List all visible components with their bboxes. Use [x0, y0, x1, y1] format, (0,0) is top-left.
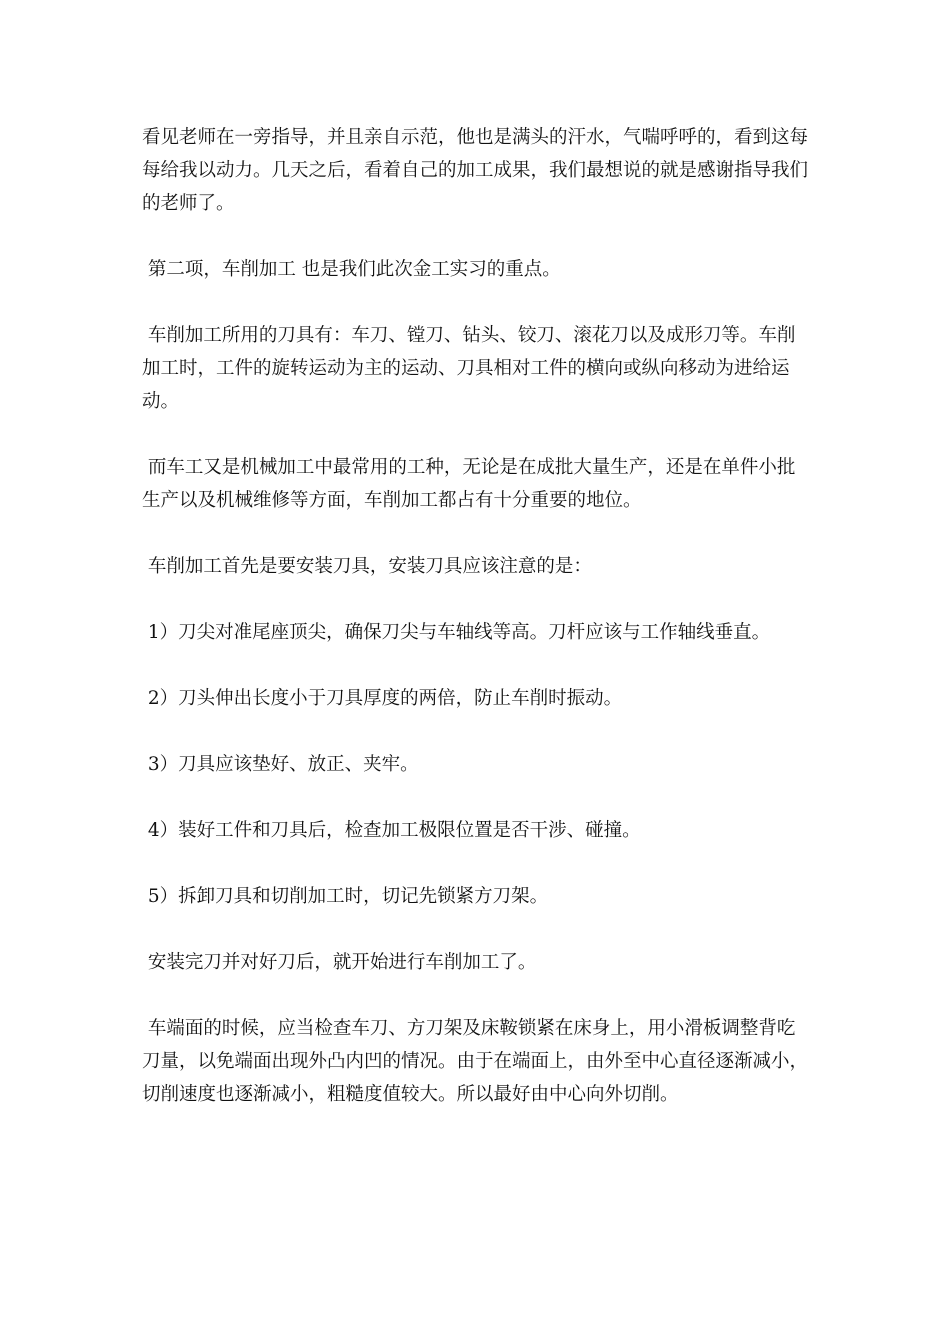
list-item-1: 1）刀尖对准尾座顶尖，确保刀尖与车轴线等高。刀杆应该与工作轴线垂直。 — [142, 622, 771, 643]
paragraph-turning-intro: 第二项，车削加工 也是我们此次金工实习的重点。 — [142, 259, 561, 280]
list-item-4: 4）装好工件和刀具后，检查加工极限位置是否干涉、碰撞。 — [142, 820, 641, 841]
list-item-5: 5）拆卸刀具和切削加工时，切记先锁紧方刀架。 — [142, 886, 549, 907]
paragraph-continuation: 看见老师在一旁指导，并且亲自示范，他也是满头的汗水，气喘呼呼的，看到这每每给我以动力。几天之后，看着自己的加工成果，我们最想说的就是感谢指导我们的老师了。 — [142, 127, 809, 214]
paragraph-turning-importance: 而车工又是机械加工中最常用的工种，无论是在成批大量生产，还是在单件小批生产以及机械维修等方面，车削加工都占有十分重要的地位。 — [142, 457, 796, 511]
list-item-2: 2）刀头伸出长度小于刀具厚度的两倍，防止车削时振动。 — [142, 688, 623, 709]
paragraph-turning-tools: 车削加工所用的刀具有：车刀、镗刀、钻头、铰刀、滚花刀以及成形刀等。车削加工时，工件的旋转运动为主的运动、刀具相对工件的横向或纵向移动为进给运动。 — [142, 325, 796, 412]
paragraph-start-turning: 安装完刀并对好刀后，就开始进行车削加工了。 — [142, 952, 537, 973]
document-body — [142, 121, 810, 1144]
paragraph-facing: 车端面的时候，应当检查车刀、方刀架及床鞍锁紧在床身上，用小滑板调整背吃刀量，以免端面出现外凸内凹的情况。由于在端面上，由外至中心直径逐渐减小，切削速度也逐渐减小，粗糙度值较大。所以最好由中心向外切削。 — [142, 1018, 809, 1105]
list-item-3: 3）刀具应该垫好、放正、夹牢。 — [142, 754, 419, 775]
paragraph-tool-install-intro: 车削加工首先是要安装刀具，安装刀具应该注意的是： — [142, 556, 592, 577]
